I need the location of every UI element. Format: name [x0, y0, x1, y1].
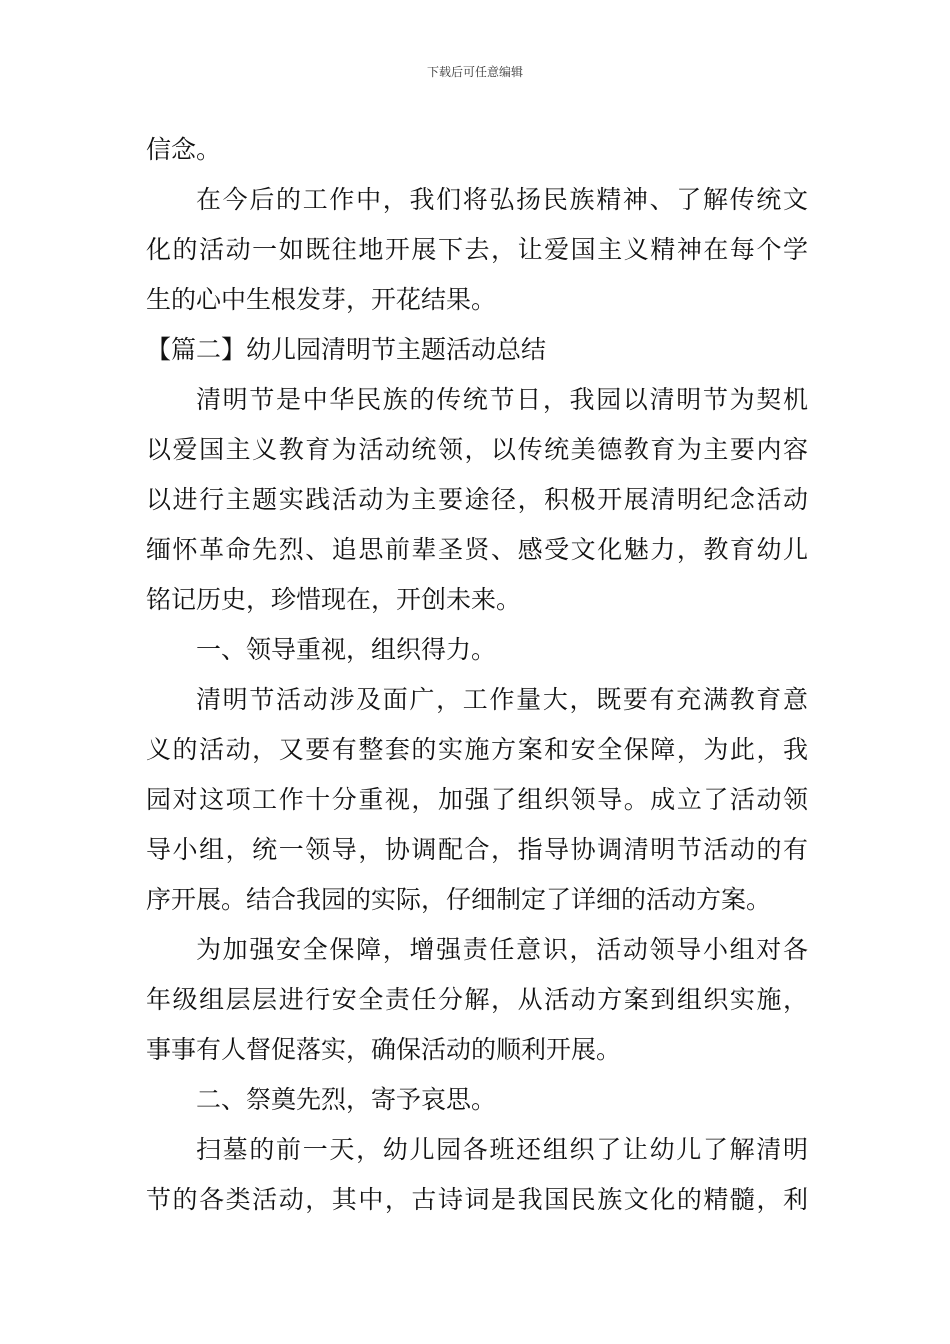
text-line: 一、领导重视，组织得力。: [196, 635, 497, 664]
document-body: [146, 125, 808, 1225]
text-line: 扫墓的前一天，幼儿园各班还组织了让幼儿了解清明: [196, 1135, 808, 1164]
text-line: 以进行主题实践活动为主要途径，积极开展清明纪念活动: [146, 485, 808, 514]
text-line: 事事有人督促落实，确保活动的顺利开展。: [146, 1035, 622, 1064]
text-line: 信念。: [146, 135, 222, 164]
text-line: 年级组层层进行安全责任分解，从活动方案到组织实施，: [146, 985, 808, 1014]
text-line: 生的心中生根发芽，开花结果。: [146, 285, 497, 314]
text-line: 节的各类活动，其中，古诗词是我国民族文化的精髓，利: [146, 1185, 808, 1214]
text-line: 缅怀革命先烈、追思前辈圣贤、感受文化魅力，教育幼儿: [146, 535, 808, 564]
text-line: 清明节活动涉及面广，工作量大，既要有充满教育意: [196, 685, 808, 714]
text-line: 在今后的工作中，我们将弘扬民族精神、了解传统文: [196, 185, 808, 214]
text-line: 园对这项工作十分重视，加强了组织领导。成立了活动领: [146, 785, 808, 814]
text-line: 【篇二】幼儿园清明节主题活动总结: [146, 335, 547, 364]
page-header: 下载后可任意编辑: [426, 65, 523, 79]
text-line: 导小组，统一领导，协调配合，指导协调清明节活动的有: [146, 835, 808, 864]
text-line: 铭记历史，珍惜现在，开创未来。: [146, 585, 522, 614]
text-line: 清明节是中华民族的传统节日，我园以清明节为契机: [196, 385, 808, 414]
text-line: 义的活动，又要有整套的实施方案和安全保障，为此，我: [146, 735, 808, 764]
text-line: 二、祭奠先烈，寄予哀思。: [196, 1085, 497, 1114]
text-line: 序开展。结合我园的实际，仔细制定了详细的活动方案。: [146, 885, 772, 914]
text-line: 以爱国主义教育为活动统领，以传统美德教育为主要内容: [146, 435, 808, 464]
text-line: 化的活动一如既往地开展下去，让爱国主义精神在每个学: [146, 235, 808, 264]
text-line: 为加强安全保障，增强责任意识，活动领导小组对各: [196, 935, 808, 964]
